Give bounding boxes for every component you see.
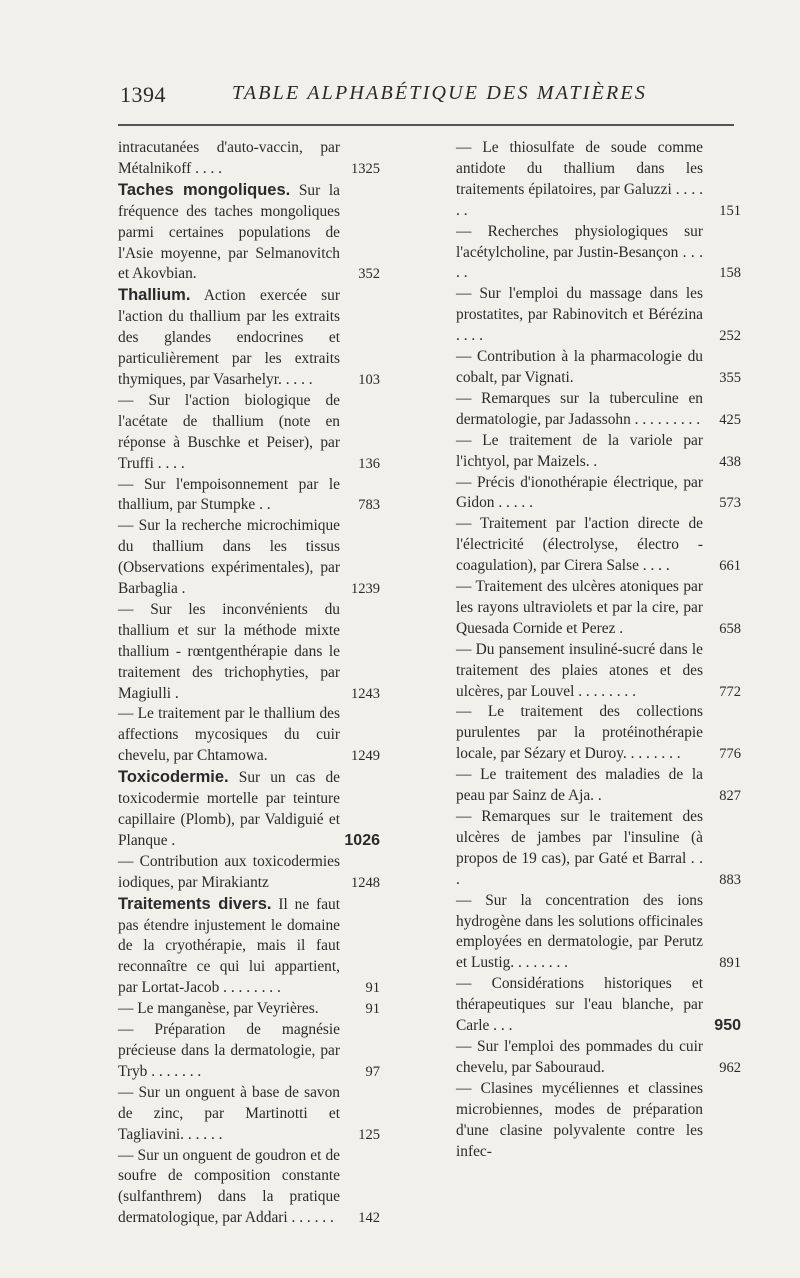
- index-entry: [118, 138, 380, 180]
- entry-text: — Le thiosulfate de soude comme antidote du thallium dans les traitements épilatoires, par Galuzzi . . . . . .: [456, 139, 703, 219]
- entry-text: — Précis d'ionothérapie électrique, par Gidon . . . . .: [456, 473, 703, 512]
- right-column: [456, 138, 741, 1162]
- entry-page-number: 136: [358, 455, 380, 472]
- entry-page-number: 1239: [351, 581, 380, 598]
- entry-page-number: 1243: [351, 685, 380, 702]
- entry-keyword: Traitements divers.: [118, 894, 272, 913]
- entry-page-number: 151: [719, 202, 741, 219]
- entry-text: — Du pansement insuliné-sucré dans le traitement des plaies atones et des ulcères, par Louvel . . . . . . . .: [456, 640, 703, 700]
- index-entry: [456, 577, 741, 640]
- index-entry: [118, 704, 380, 767]
- entry-page-number: 1325: [351, 160, 380, 177]
- index-entry: [456, 473, 741, 515]
- index-entry: [118, 1020, 380, 1083]
- index-entry: [456, 347, 741, 389]
- entry-text: Il ne faut pas étendre injustement le domaine de la cryothérapie, mais il faut reconnaître ce qui lui appartient, par Lortat-Jacob . . . . . . . .: [118, 895, 340, 997]
- entry-page-number: 91: [365, 980, 380, 997]
- entry-text: — Clasines mycéliennes et classines microbiennes, modes de préparation d'une clasine polyvalente contre les infec-: [456, 1079, 703, 1160]
- entry-text: — Sur la concentration des ions hydrogène dans les solutions officinales employées en dermatologie, par Perutz et Lustig. . . . . . . .: [456, 891, 703, 972]
- entry-page-number: 772: [719, 683, 741, 700]
- entry-page-number: 252: [719, 328, 741, 345]
- entry-page-number: 425: [719, 411, 741, 428]
- entry-text: — Sur l'empoisonnement par le thallium, par Stumpke . .: [118, 475, 340, 514]
- entry-text: — Préparation de magnésie précieuse dans la dermatologie, par Tryb . . . . . . .: [118, 1021, 340, 1080]
- index-entry: [118, 516, 380, 600]
- entry-text: — Traitement par l'action directe de l'électricité (électrolyse, électro - coagulation), par Cirera Salse . . . .: [456, 515, 703, 575]
- entry-page-number: 658: [719, 620, 741, 637]
- entry-page-number: 962: [719, 1059, 741, 1076]
- index-entry: [118, 180, 380, 286]
- index-entry: [456, 138, 741, 222]
- entry-keyword: Toxicodermie.: [118, 768, 229, 787]
- left-column: [118, 138, 380, 1229]
- entry-page-number: 1248: [351, 874, 380, 891]
- entry-page-number: 1026: [344, 831, 380, 849]
- entry-text: — Remarques sur le traitement des ulcères de jambes par l'insuline (à propos de 19 cas), par Gaté et Barral . . .: [456, 808, 703, 888]
- entry-page-number: 158: [719, 265, 741, 282]
- entry-page-number: 883: [719, 871, 741, 888]
- index-entry: [118, 767, 380, 852]
- entry-page-number: 355: [719, 369, 741, 386]
- entry-text: — Considérations historiques et thérapeutiques sur l'eau blanche, par Carle . . .: [456, 975, 703, 1035]
- index-entry: [456, 284, 741, 347]
- entry-page-number: 827: [719, 788, 741, 805]
- entry-page-number: 125: [358, 1126, 380, 1143]
- index-entry: [118, 475, 380, 517]
- index-entry: [456, 702, 741, 765]
- index-entry: [456, 807, 741, 891]
- index-entry: [456, 640, 741, 703]
- index-entry: [456, 891, 741, 975]
- index-entry: [456, 514, 741, 577]
- index-entry: [456, 431, 741, 473]
- entry-page-number: 776: [719, 746, 741, 763]
- entry-text: — Sur la recherche microchimique du thallium dans les tissus (Observations expérimentales), par Barbaglia .: [118, 517, 340, 598]
- entry-page-number: 1249: [351, 748, 380, 765]
- entry-text: — Sur les inconvénients du thallium et sur la méthode mixte thallium - rœntgenthérapie dans le traitement des trichophyties, par Magiulli .: [118, 600, 340, 702]
- index-entry: [118, 1146, 380, 1230]
- entry-text: — Recherches physiologiques sur l'acétylcholine, par Justin-Besançon . . . . .: [456, 222, 703, 282]
- entry-text: — Le traitement de la variole par l'ichtyol, par Maizels. .: [456, 431, 703, 470]
- entry-page-number: 573: [719, 495, 741, 512]
- index-entry: [118, 285, 380, 391]
- index-entry: [456, 974, 741, 1037]
- entry-page-number: 91: [365, 1001, 380, 1018]
- index-entry: [118, 894, 380, 1000]
- entry-page-number: 891: [719, 955, 741, 972]
- entry-text: — Remarques sur la tuberculine en dermatologie, par Jadassohn . . . . . . . . .: [456, 389, 703, 428]
- entry-text: — Sur l'emploi du massage dans les prostatites, par Rabinovitch et Bérézina . . . .: [456, 285, 703, 345]
- index-entry: [118, 391, 380, 475]
- index-entry: [118, 999, 380, 1020]
- entry-keyword: Thallium.: [118, 286, 191, 305]
- index-entry: [118, 600, 380, 705]
- entry-page-number: 97: [365, 1063, 380, 1080]
- entry-text: — Le traitement des collections purulentes par la protéinothérapie locale, par Sézary et Duroy. . . . . . . .: [456, 703, 703, 763]
- entry-text: — Contribution à la pharmacologie du cobalt, par Vignati.: [456, 348, 703, 386]
- page-number: 1394: [120, 82, 166, 107]
- entry-page-number: 142: [358, 1210, 380, 1227]
- entry-text: — Traitement des ulcères atoniques par les rayons ultraviolets et par la cire, par Quesada Cornide et Perez .: [456, 578, 703, 637]
- entry-text: Action exercée sur l'action du thallium par les extraits des glandes endocrines et particulièrement par les extraits thymiques, par Vasarhelyr. . . . .: [118, 287, 340, 388]
- entry-text: — Sur l'action biologique de l'acétate de thallium (note en réponse à Buschke et Peiser), par Truffi . . . .: [118, 391, 340, 472]
- entry-text: intracutanées d'auto-vaccin, par Métalnikoff . . . .: [118, 139, 340, 177]
- index-entry: [456, 389, 741, 431]
- index-entry: [456, 222, 741, 285]
- running-header: [0, 82, 800, 114]
- entry-page-number: 661: [719, 558, 741, 575]
- header-rule: [118, 124, 734, 126]
- entry-page-number: 438: [719, 453, 741, 470]
- index-entry: [118, 852, 380, 894]
- index-entry: [456, 1079, 711, 1163]
- entry-text: — Sur un onguent de goudron et de soufre de composition constante (sulfanthrem) dans la pratique dermatologique, par Addari . . . . . .: [118, 1146, 340, 1227]
- entry-keyword: Taches mongoliques.: [118, 180, 291, 199]
- entry-text: Sur la fréquence des taches mongoliques parmi certaines populations de l'Asie moyenne, par Selmanovitch et Akovbian.: [118, 181, 340, 283]
- entry-text: — Le traitement par le thallium des affections mycosiques du cuir chevelu, par Chtamowa.: [118, 705, 340, 765]
- entry-text: — Sur un onguent à base de savon de zinc, par Martinotti et Tagliavini. . . . . .: [118, 1083, 340, 1143]
- entry-text: Sur un cas de toxicodermie mortelle par teinture capillaire (Plomb), par Valdiguié et Planque .: [118, 769, 340, 849]
- entry-page-number: 950: [714, 1017, 741, 1035]
- entry-text: — Contribution aux toxicodermies iodiques, par Mirakiantz: [118, 852, 340, 891]
- entry-text: — Le manganèse, par Veyrières.: [118, 1000, 319, 1018]
- entry-text: — Sur l'emploi des pommades du cuir chevelu, par Sabouraud.: [456, 1037, 703, 1076]
- running-title: TABLE ALPHABÉTIQUE DES MATIÈRES: [232, 82, 648, 104]
- entry-text: — Le traitement des maladies de la peau par Sainz de Aja. .: [456, 766, 703, 805]
- entry-page-number: 783: [358, 497, 380, 514]
- entry-page-number: 103: [358, 371, 380, 388]
- index-entry: [456, 1037, 741, 1079]
- index-entry: [456, 765, 741, 807]
- index-entry: [118, 1083, 380, 1146]
- entry-page-number: 352: [358, 266, 380, 283]
